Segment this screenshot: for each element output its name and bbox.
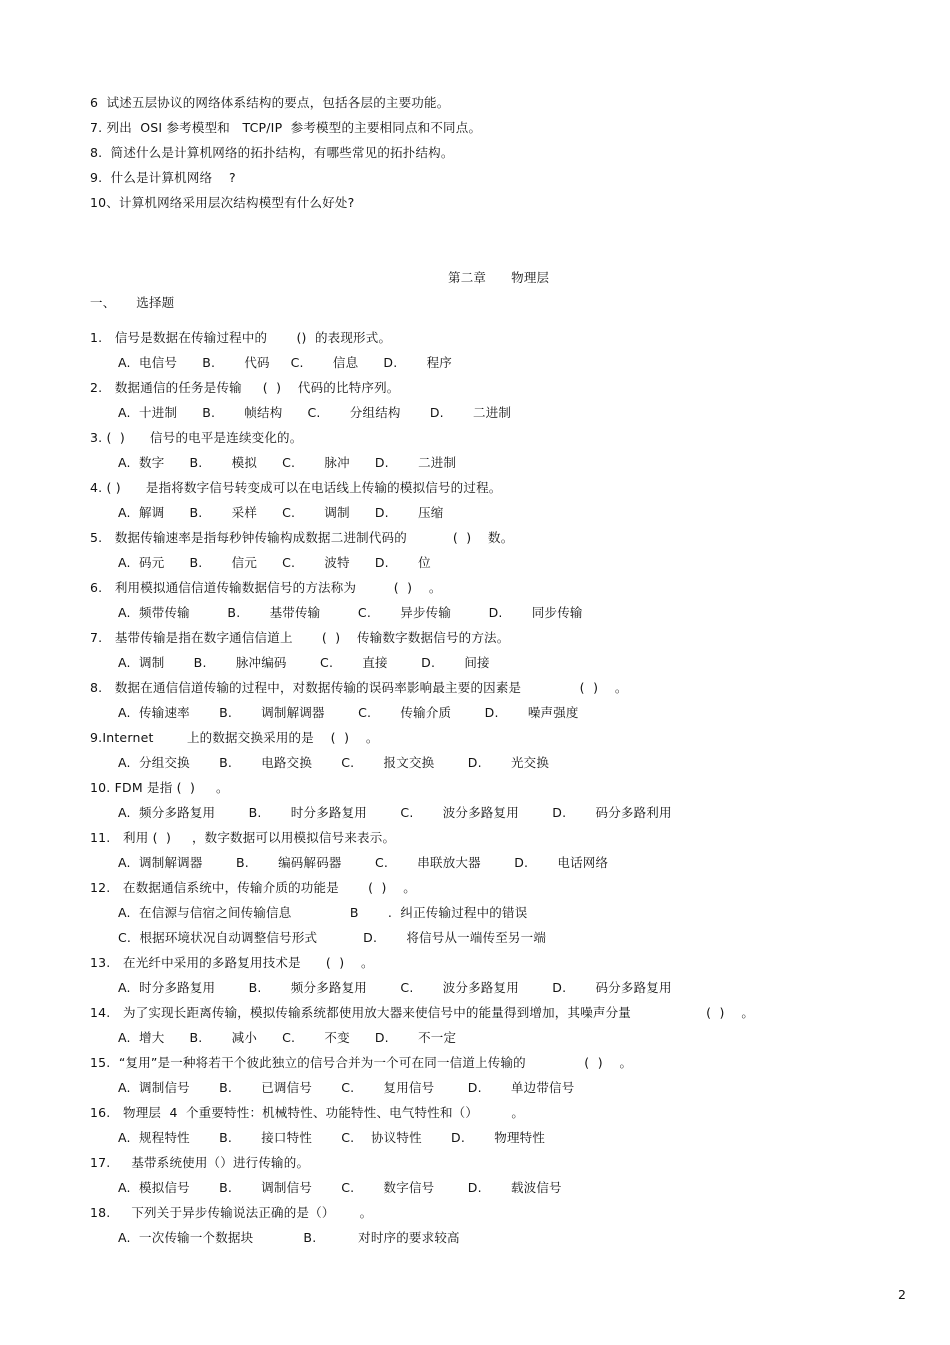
question-12-options-ab: A. 在信源与信宿之间传输信息 B . 纠正传输过程中的错误 [118, 905, 528, 920]
review-question-7: 7. 列出 OSI 参考模型和 TCP/IP 参考模型的主要相同点和不同点。 [90, 120, 482, 135]
question-3-options: A. 数字 B. 模拟 C. 脉冲 D. 二进制 [118, 455, 457, 470]
question-12-options-cd: C. 根据环境状况自动调整信号形式 D. 将信号从一端传至另一端 [118, 930, 547, 945]
question-4-options: A. 解调 B. 采样 C. 调制 D. 压缩 [118, 505, 444, 520]
question-9-options: A. 分组交换 B. 电路交换 C. 报文交换 D. 光交换 [118, 755, 550, 770]
chapter-title: 第二章 物理层 [448, 270, 550, 285]
question-15: 15. “复用”是一种将若干个彼此独立的信号合并为一个可在同一信道上传输的 ( ) 。 [90, 1055, 633, 1070]
question-7-options: A. 调制 B. 脉冲编码 C. 直接 D. 间接 [118, 655, 490, 670]
review-question-8: 8. 简述什么是计算机网络的拓扑结构，有哪些常见的拓扑结构。 [90, 145, 454, 160]
question-4: 4. ( ) 是指将数字信号转变成可以在电话线上传输的模拟信号的过程。 [90, 480, 502, 495]
question-13: 13. 在光纤中采用的多路复用技术是 ( ) 。 [90, 955, 374, 970]
question-11: 11. 利用 ( ) ，数字数据可以用模拟信号来表示。 [90, 830, 396, 845]
question-10: 10. FDM 是指 ( ) 。 [90, 780, 229, 795]
question-18-options: A. 一次传输一个数据块 B. 对时序的要求较高 [118, 1230, 460, 1245]
question-1-options: A. 电信号 B. 代码 C. 信息 D. 程序 [118, 355, 452, 370]
question-15-options: A. 调制信号 B. 已调信号 C. 复用信号 D. 单边带信号 [118, 1080, 575, 1095]
question-18: 18. 下列关于异步传输说法正确的是（） 。 [90, 1205, 373, 1220]
question-17: 17. 基带系统使用（）进行传输的。 [90, 1155, 310, 1170]
review-question-6: 6 试述五层协议的网络体系结构的要点，包括各层的主要功能。 [90, 95, 450, 110]
section-title: 一、 选择题 [90, 295, 175, 310]
question-7: 7. 基带传输是指在数字通信信道上 ( ) 传输数字数据信号的方法。 [90, 630, 510, 645]
question-16: 16. 物理层 4 个重要特性：机械特性、功能特性、电气特性和（） 。 [90, 1105, 525, 1120]
question-3: 3. ( ) 信号的电平是连续变化的。 [90, 430, 303, 445]
question-8: 8. 数据在通信信道传输的过程中，对数据传输的误码率影响最主要的因素是 ( ) 。 [90, 680, 628, 695]
question-14-options: A. 增大 B. 减小 C. 不变 D. 不一定 [118, 1030, 457, 1045]
question-9: 9.Internet 上的数据交换采用的是 ( ) 。 [90, 730, 379, 745]
question-17-options: A. 模拟信号 B. 调制信号 C. 数字信号 D. 载波信号 [118, 1180, 562, 1195]
page-number: 2 [898, 1287, 906, 1302]
question-16-options: A. 规程特性 B. 接口特性 C. 协议特性 D. 物理特性 [118, 1130, 546, 1145]
question-2: 2. 数据通信的任务是传输 ( ) 代码的比特序列。 [90, 380, 400, 395]
question-14: 14. 为了实现长距离传输，模拟传输系统都使用放大器来使信号中的能量得到增加，其噪声分量 ( ) 。 [90, 1005, 755, 1020]
question-2-options: A. 十进制 B. 帧结构 C. 分组结构 D. 二进制 [118, 405, 512, 420]
question-6: 6. 利用模拟通信信道传输数据信号的方法称为 ( ) 。 [90, 580, 442, 595]
question-11-options: A. 调制解调器 B. 编码解码器 C. 串联放大器 D. 电话网络 [118, 855, 609, 870]
question-8-options: A. 传输速率 B. 调制解调器 C. 传输介质 D. 噪声强度 [118, 705, 579, 720]
review-question-9: 9. 什么是计算机网络 ? [90, 170, 236, 185]
question-13-options: A. 时分多路复用 B. 频分多路复用 C. 波分多路复用 D. 码分多路复用 [118, 980, 672, 995]
question-10-options: A. 频分多路复用 B. 时分多路复用 C. 波分多路复用 D. 码分多路利用 [118, 805, 672, 820]
review-question-10: 10、计算机网络采用层次结构模型有什么好处? [90, 195, 355, 210]
question-12: 12. 在数据通信系统中，传输介质的功能是 ( ) 。 [90, 880, 417, 895]
question-6-options: A. 频带传输 B. 基带传输 C. 异步传输 D. 同步传输 [118, 605, 583, 620]
question-5-options: A. 码元 B. 信元 C. 波特 D. 位 [118, 555, 431, 570]
question-5: 5. 数据传输速率是指每秒钟传输构成数据二进制代码的 ( ) 数。 [90, 530, 514, 545]
question-1: 1. 信号是数据在传输过程中的 () 的表现形式。 [90, 330, 392, 345]
